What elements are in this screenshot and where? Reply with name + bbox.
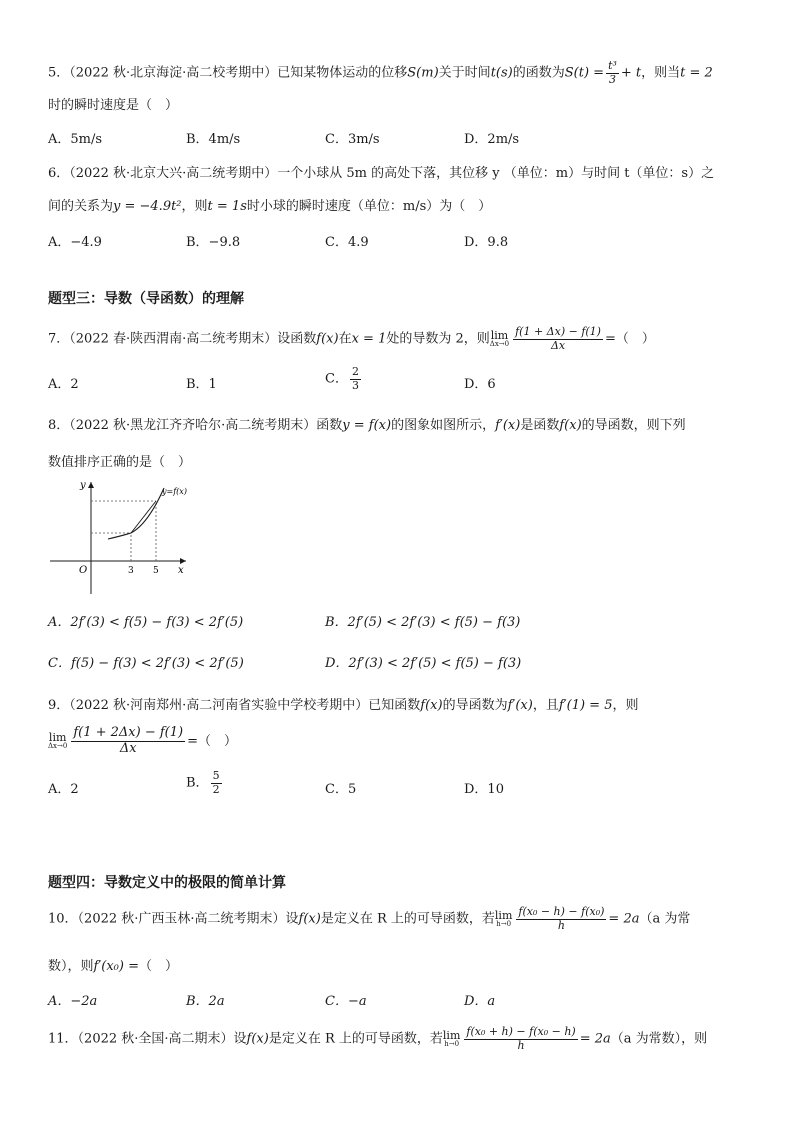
- graph-x-label: x: [178, 565, 184, 576]
- q8-text: 函数: [316, 418, 343, 433]
- q7-option-c-label: C．: [325, 371, 348, 387]
- q9-fx: f(x): [420, 698, 443, 713]
- q10-text: 设: [285, 911, 299, 927]
- q10-fraction: [516, 906, 606, 932]
- q7-text: 设函数: [277, 331, 317, 347]
- q7-limit: [490, 330, 509, 348]
- q9-opt-b-den: 2: [212, 782, 220, 796]
- q10-fx: f(x): [298, 911, 321, 927]
- graph-tick-3: 3: [128, 566, 134, 576]
- y-axis-arrow-icon: [88, 482, 94, 488]
- q8-option-a[interactable]: A．2f′(3) < f(5) − f(3) < 2f′(5): [48, 615, 244, 630]
- q10-limit: [495, 910, 512, 928]
- q5-func-lhs: S(t) =: [564, 65, 605, 81]
- q9-option-d[interactable]: D．10: [464, 782, 504, 797]
- q7-fraction: [513, 326, 603, 352]
- q8-fx: f(x): [559, 418, 582, 433]
- q6-text: 间的关系为: [48, 199, 114, 214]
- q10-lim-sub: h→0: [496, 920, 512, 929]
- q9-text: 已知函数: [368, 698, 421, 713]
- q6-text: 时小球的瞬时速度（单位：m/s）为（ ）: [246, 199, 492, 214]
- q5-func-rhs: + t: [620, 65, 642, 81]
- q11-source: （2022 秋·全国·高二期末）: [77, 1031, 234, 1047]
- question-6: [48, 162, 714, 181]
- q10-text: （a 为常: [639, 911, 691, 927]
- secant-line: [131, 501, 156, 533]
- q11-fx: f(x): [246, 1031, 269, 1047]
- question-5: [48, 60, 713, 86]
- q5-frac-num: t³: [608, 59, 617, 72]
- q6-text: ，则: [181, 199, 208, 214]
- q10-source: （2022 秋·广西玉林·高二统考期末）: [77, 911, 286, 927]
- section-3-heading: 题型三：导数（导函数）的理解: [48, 291, 244, 307]
- q6-formula: y = −4.9t²: [113, 199, 182, 214]
- q11-lim-word: lim: [442, 1029, 461, 1043]
- q11-text: （a 为常数），则: [610, 1031, 708, 1047]
- q9-text: ，且: [532, 698, 559, 713]
- q10-text: （ ）: [139, 959, 179, 974]
- q10-option-b[interactable]: B．2a: [186, 994, 225, 1009]
- graph-origin-label: O: [79, 565, 88, 576]
- q9-option-c[interactable]: C．5: [325, 782, 357, 797]
- q7-option-a[interactable]: A．2: [48, 377, 79, 392]
- q9-opt-b-num: 5: [212, 769, 220, 782]
- q6-option-a[interactable]: A．−4.9: [48, 235, 102, 250]
- q5-line2: 时的瞬时速度是（ ）: [48, 98, 179, 113]
- q11-eq: = 2a: [579, 1031, 611, 1047]
- q11-text: 设: [233, 1031, 247, 1047]
- q9-option-b-label: B．: [186, 775, 209, 791]
- q7-frac-num: f(1 + Δx) − f(1): [515, 325, 601, 338]
- q7-text: 处的导数为 2，则: [386, 331, 490, 347]
- q9-text: 的导函数为: [442, 698, 508, 713]
- q8-fprime: f′(x): [495, 418, 521, 433]
- q5-text: 的函数为: [512, 65, 565, 81]
- q5-option-d[interactable]: D．2m/s: [464, 132, 520, 147]
- q8-option-c[interactable]: C．f(5) − f(3) < 2f′(3) < 2f′(5): [48, 656, 244, 671]
- x-axis-arrow-icon: [180, 558, 186, 564]
- graph-curve-label: y=f(x): [162, 487, 187, 496]
- q5-text: 关于时间: [438, 65, 491, 81]
- q8-text: 是函数: [520, 418, 560, 433]
- q7-source: （2022 春·陕西渭南·高二统考期末）: [69, 331, 278, 347]
- q6-t-eq: t = 1s: [207, 199, 247, 214]
- q10-option-d[interactable]: D．a: [464, 994, 496, 1009]
- q6-option-d[interactable]: D．9.8: [464, 235, 509, 250]
- q6-line2: [48, 195, 491, 214]
- q7-lim-word: lim: [490, 329, 509, 343]
- question-9: [48, 694, 638, 713]
- q11-limit: [443, 1030, 460, 1048]
- q6-option-c[interactable]: C．4.9: [325, 235, 369, 250]
- q10-option-c[interactable]: C．−a: [325, 994, 367, 1009]
- q7-opt-c-den: 3: [351, 378, 359, 392]
- q5-option-a[interactable]: A．5m/s: [48, 132, 103, 147]
- q8-source: （2022 秋·黑龙江齐齐哈尔·高二统考期末）: [69, 418, 317, 433]
- q5-option-b[interactable]: B．4m/s: [186, 132, 241, 147]
- q7-lim-sub: Δx→0: [489, 340, 510, 349]
- q8-option-b[interactable]: B．2f′(5) < 2f′(3) < f(5) − f(3): [325, 615, 521, 630]
- q10-text: 数），则: [48, 959, 94, 974]
- q10-option-a[interactable]: A．−2a: [48, 994, 98, 1009]
- q11-fraction: [464, 1026, 577, 1052]
- q9-limit: [48, 732, 67, 750]
- q5-text: ，则当: [641, 65, 681, 81]
- q11-text: 是定义在 R 上的可导函数，若: [268, 1031, 443, 1047]
- q5-number: 5．: [48, 65, 70, 81]
- q9-limit-expression: [48, 726, 237, 757]
- q9-option-a[interactable]: A．2: [48, 782, 79, 797]
- q9-lim-word: lim: [48, 731, 67, 745]
- q8-number: 8．: [48, 418, 70, 433]
- q8-text: 的导函数，则下列: [581, 418, 686, 433]
- q10-line2: [48, 955, 178, 974]
- q7-text: 在: [338, 331, 352, 347]
- q10-frac-den: h: [557, 918, 565, 932]
- graph-y-label: y: [80, 480, 86, 491]
- q9-frac-num: f(1 + 2Δx) − f(1): [73, 725, 184, 740]
- q10-lim-word: lim: [494, 909, 513, 923]
- q9-lim-sub: Δx→0: [48, 742, 68, 751]
- q5-t-s: t(s): [490, 65, 513, 81]
- q6-source: （2022 秋·北京大兴·高二统考期中）: [69, 166, 278, 181]
- q11-frac-num: f(x₀ + h) − f(x₀ − h): [466, 1025, 576, 1038]
- q10-eq: = 2a: [608, 911, 640, 927]
- q7-option-b[interactable]: B．1: [186, 377, 217, 392]
- q9-fraction: [71, 726, 185, 757]
- q7-opt-c-num: 2: [351, 365, 359, 378]
- q7-frac-den: Δx: [550, 338, 566, 352]
- question-7: [48, 326, 655, 352]
- q9-option-b[interactable]: [186, 770, 224, 796]
- q5-fraction: [606, 60, 619, 86]
- q6-option-b[interactable]: B．−9.8: [186, 235, 241, 250]
- q6-number: 6．: [48, 166, 70, 181]
- q8-function-graph: [46, 476, 196, 596]
- q11-lim-sub: h→0: [444, 1040, 460, 1049]
- q11-number: 11．: [48, 1031, 78, 1047]
- q8-text: 的图象如图所示，: [391, 418, 496, 433]
- q7-option-d[interactable]: D．6: [464, 377, 496, 392]
- q5-source: （2022 秋·北京海淀·高二校考期中）: [69, 65, 278, 81]
- q10-ask: f′(x₀) =: [93, 959, 139, 974]
- q7-option-c[interactable]: [325, 366, 363, 392]
- q10-frac-num: f(x₀ − h) − f(x₀): [518, 905, 605, 918]
- q9-condition: f′(1) = 5: [558, 698, 613, 713]
- question-8: [48, 414, 686, 433]
- section-4-heading: 题型四：导数定义中的极限的简单计算: [48, 875, 286, 891]
- q7-fx: f(x): [316, 331, 339, 347]
- q9-fprime: f′(x): [507, 698, 533, 713]
- q9-tail: =（ ）: [187, 733, 237, 749]
- q9-option-b-fraction: [211, 770, 222, 796]
- q7-number: 7．: [48, 331, 70, 347]
- q9-text: ，则: [612, 698, 639, 713]
- q10-text: 是定义在 R 上的可导函数，若: [320, 911, 495, 927]
- q9-source: （2022 秋·河南郑州·高二河南省实验中学校考期中）: [69, 698, 369, 713]
- graph-tick-5: 5: [153, 566, 159, 576]
- q8-y-eq: y = f(x): [342, 418, 392, 433]
- q7-x-eq: x = 1: [351, 331, 387, 347]
- q8-option-d[interactable]: D．2f′(3) < 2f′(5) < f(5) − f(3): [325, 656, 522, 671]
- q9-frac-den: Δx: [119, 740, 137, 756]
- q10-number: 10．: [48, 911, 78, 927]
- q7-tail: =（ ）: [604, 331, 655, 347]
- q5-text: 已知某物体运动的位移: [277, 65, 408, 81]
- q9-number: 9．: [48, 698, 70, 713]
- q6-line1: 一个小球从 5m 的高处下落，其位移 y （单位：m）与时间 t（单位：s）之: [277, 166, 715, 181]
- q11-frac-den: h: [517, 1038, 525, 1052]
- q5-frac-den: 3: [608, 72, 616, 86]
- q8-line2: 数值排序正确的是（ ）: [48, 455, 192, 470]
- q5-t-eq: t = 2: [680, 65, 713, 81]
- q7-option-c-fraction: [350, 366, 361, 392]
- question-10: [48, 906, 690, 932]
- q5-s-m: S(m): [407, 65, 439, 81]
- q5-option-c[interactable]: C．3m/s: [325, 132, 380, 147]
- question-11: [48, 1026, 707, 1052]
